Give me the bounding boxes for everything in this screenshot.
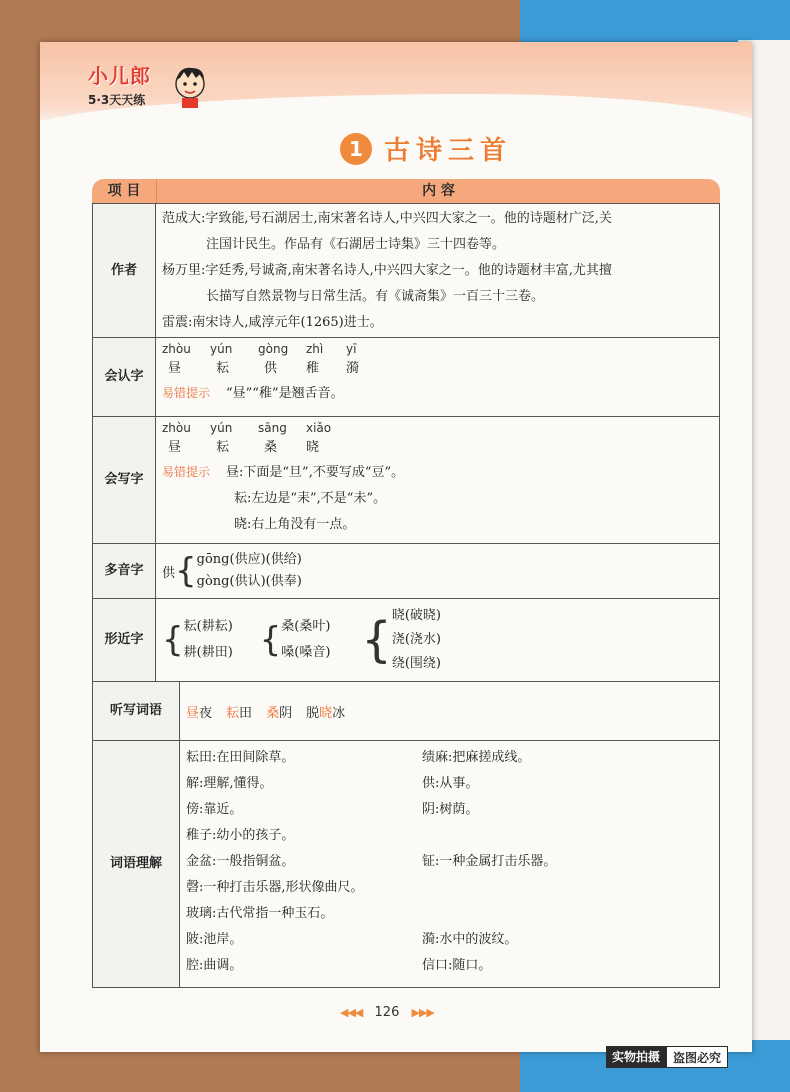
content-table — [92, 203, 720, 988]
pinyin: zhòu — [162, 421, 191, 435]
hint-label: 易错提示 — [162, 386, 211, 400]
recognize-chars — [162, 358, 713, 380]
label-write: 会写字 — [93, 417, 156, 543]
similar-char: 桑(桑叶) — [281, 619, 331, 634]
vocab-item: 钲:一种金属打击乐器。 — [422, 854, 557, 869]
write-hint: 耘:左边是“耒”,不是“未”。 — [234, 491, 387, 506]
vocab-item: 腔:曲调。 — [186, 958, 243, 973]
brace-icon: { — [259, 620, 282, 660]
pinyin: yún — [210, 421, 233, 435]
write-pinyin — [162, 419, 713, 437]
word-rest: 冰 — [332, 705, 346, 721]
row-recognize — [93, 337, 719, 416]
label-similar: 形近字 — [93, 599, 156, 681]
authors-content — [156, 204, 719, 337]
similar-content — [156, 599, 719, 681]
brace-icon: { — [175, 551, 197, 591]
author-line: 注国计民生。作品有《石湖居士诗集》三十四卷等。 — [206, 237, 506, 252]
row-authors — [93, 203, 719, 337]
hint-label: 易错提示 — [162, 465, 211, 479]
dictation-content — [180, 682, 719, 740]
logo-series: 5·3天天练 — [88, 93, 146, 107]
vocab-item — [422, 875, 658, 901]
lesson-title — [340, 130, 512, 167]
polyphone-content — [156, 544, 719, 598]
pinyin: zhòu — [162, 342, 191, 356]
label-dictation: 听写词语 — [93, 682, 180, 740]
similar-char: 晓(破晓) — [391, 608, 441, 623]
vocab-item: 金盆:一般指铜盆。 — [186, 854, 295, 869]
author-line: 长描写自然景物与日常生活。有《诚斋集》一百三十三卷。 — [206, 289, 545, 304]
pinyin: yún — [210, 342, 233, 356]
recognize-hint — [162, 380, 713, 407]
vocab-item: 耘田:在田间除草。 — [186, 750, 295, 765]
reading: gòng(供认)(供奉) — [196, 574, 302, 589]
similar-char: 耘(耕耘) — [183, 619, 233, 634]
row-vocab — [93, 740, 719, 987]
label-recognize: 会认字 — [93, 338, 156, 416]
char: 昼 — [168, 361, 182, 376]
logo-name: 小儿郎 — [88, 64, 151, 88]
vocab-item: 绩麻:把麻搓成线。 — [422, 750, 531, 765]
lesson-title-text: 古诗三首 — [384, 136, 513, 166]
similar-char: 耕(耕田) — [183, 645, 233, 660]
vocab-item: 解:理解,懂得。 — [186, 776, 273, 791]
hint-text: 昼:下面是“旦”,不要写成“豆”。 — [226, 465, 405, 480]
highlight-char: 昼 — [186, 705, 200, 721]
highlight-char: 晓 — [319, 705, 333, 721]
word-rest: 田 — [239, 705, 253, 721]
cartoon-boy-icon — [170, 64, 210, 110]
char: 稚 — [306, 361, 320, 376]
page-number — [340, 1005, 434, 1020]
write-hint — [162, 459, 713, 486]
label-vocab: 词语理解 — [93, 741, 180, 987]
vocab-item: 傍:靠近。 — [186, 802, 243, 817]
watermark-badge — [606, 1046, 728, 1068]
dictation-word — [226, 702, 252, 721]
similar-group — [184, 614, 260, 666]
pinyin: xiǎo — [306, 421, 332, 435]
word-rest: 阴 — [279, 705, 293, 721]
vocab-item: 阴:树荫。 — [422, 802, 479, 817]
logo — [88, 60, 151, 108]
vocab-item: 陂:池岸。 — [186, 932, 243, 947]
vocab-item: 磬:一种打击乐器,形状像曲尺。 — [186, 880, 364, 895]
header-content: 内 容 — [156, 179, 720, 203]
left-arrows-icon: ◀◀◀ — [340, 1006, 363, 1019]
polyphone-char: 供 — [162, 565, 176, 581]
write-content — [156, 417, 719, 543]
vocab-item — [422, 823, 658, 849]
highlight-char: 耘 — [226, 705, 240, 721]
pinyin: zhì — [306, 342, 324, 356]
highlight-char: 桑 — [266, 705, 280, 721]
row-dictation — [93, 681, 719, 740]
vocab-item: 漪:水中的波纹。 — [422, 932, 518, 947]
book-page — [40, 42, 752, 1052]
similar-group — [281, 614, 361, 666]
vocab-grid — [186, 745, 713, 979]
dictation-word — [266, 702, 292, 721]
dictation-word — [186, 702, 212, 721]
write-chars — [162, 437, 713, 459]
pinyin: sāng — [258, 421, 287, 435]
char: 漪 — [346, 361, 360, 376]
badge-left: 实物拍摄 — [606, 1046, 666, 1068]
similar-char: 嗓(嗓音) — [281, 645, 331, 660]
label-authors: 作者 — [93, 204, 156, 337]
vocab-item — [422, 901, 658, 927]
pinyin: gòng — [258, 342, 289, 356]
vocab-item: 玻璃:古代常指一种玉石。 — [186, 906, 334, 921]
author-line: 范成大:字致能,号石湖居士,南宋著名诗人,中兴四大家之一。他的诗题材广泛,关 — [162, 211, 612, 226]
polyphone-readings — [197, 549, 302, 593]
write-hint: 晓:右上角没有一点。 — [234, 517, 356, 532]
label-polyphone: 多音字 — [93, 544, 156, 598]
char: 耘 — [216, 440, 230, 455]
word-pre: 脱 — [306, 705, 320, 721]
dictation-word — [306, 702, 345, 721]
char: 昼 — [168, 440, 182, 455]
similar-char: 浇(浇水) — [391, 632, 441, 647]
char: 供 — [264, 361, 278, 376]
char: 桑 — [264, 440, 278, 455]
reading: gōng(供应)(供给) — [196, 552, 302, 567]
recognize-content — [156, 338, 719, 416]
similar-group — [392, 604, 441, 676]
similar-char: 绕(围绕) — [391, 656, 441, 671]
row-polyphone — [93, 543, 719, 598]
recognize-pinyin — [162, 340, 713, 358]
badge-right: 盗图必究 — [666, 1046, 728, 1068]
word-rest: 夜 — [199, 705, 213, 721]
vocab-item: 供:从事。 — [422, 776, 479, 791]
lesson-number: 1 — [340, 133, 372, 165]
brace-icon: { — [361, 612, 392, 668]
author-line: 雷震:南宋诗人,咸淳元年(1265)进士。 — [162, 315, 383, 330]
page-number-text: 126 — [374, 1005, 400, 1020]
table-header — [92, 179, 720, 203]
vocab-item: 信口:随口。 — [422, 958, 492, 973]
right-arrows-icon: ▶▶▶ — [411, 1006, 434, 1019]
char: 耘 — [216, 361, 230, 376]
pinyin: yī — [346, 342, 357, 356]
vocab-content — [180, 741, 719, 987]
header-item: 项 目 — [107, 183, 141, 199]
char: 晓 — [306, 440, 320, 455]
hint-text: “昼”“稚”是翘舌音。 — [226, 386, 344, 401]
author-line: 杨万里:字廷秀,号诚斋,南宋著名诗人,中兴四大家之一。他的诗题材丰富,尤其擅 — [162, 263, 612, 278]
brace-icon: { — [162, 620, 184, 660]
vocab-item: 稚子:幼小的孩子。 — [186, 828, 295, 843]
row-similar — [93, 598, 719, 681]
row-write — [93, 416, 719, 543]
